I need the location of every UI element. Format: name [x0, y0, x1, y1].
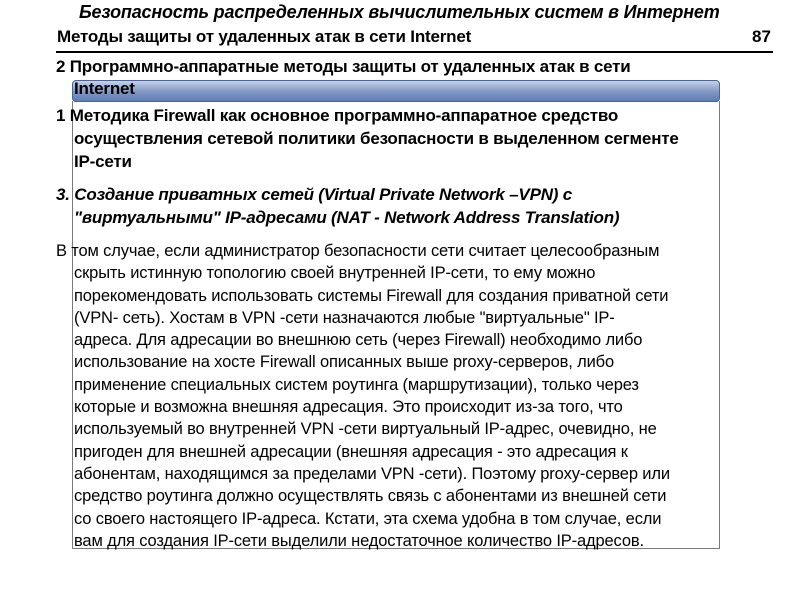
- section-heading-line-2: Internet: [74, 79, 135, 98]
- header-divider: [56, 51, 773, 53]
- body-line: пригоден для внешней адресации (внешняя адресация - это адресация к: [74, 442, 628, 461]
- body-line: которые и возможна внешняя адресация. Это происходит из-за того, что: [74, 398, 623, 417]
- subsection-heading-line-1: 1 Методика Firewall как основное программно-аппаратное средство: [56, 106, 619, 125]
- body-paragraph: [56, 240, 786, 552]
- body-line: средство роутинга должно осуществлять связь с абонентами из внешней сети: [74, 487, 667, 506]
- body-line: используемый во внутренней VPN -сети виртуальный IP-адрес, очевидно, не: [74, 420, 657, 439]
- subsection-heading: [56, 104, 756, 173]
- body-line: В том случае, если администратор безопасности сети считает целесообразным: [56, 242, 660, 260]
- section-heading-line-1: 2 Программно-аппаратные методы защиты от удаленных атак в сети: [56, 57, 631, 76]
- body-line: вам для создания IP-сети выделили недостаточное количество IP-адресов.: [74, 531, 644, 550]
- body-line: абонентам, находящимся за пределами VPN -сети). Поэтому proxy-сервер или: [74, 464, 670, 483]
- subsubsection-heading-line-2: "виртуальными" IP-адресами (NAT - Network Address Translation): [74, 208, 620, 227]
- subsection-heading-line-3: IP-сети: [74, 152, 132, 171]
- body-line: со своего настоящего IP-адреса. Кстати, эта схема удобна в том случае, если: [74, 509, 662, 528]
- body-line: порекомендовать использовать системы Firewall для создания приватной сети: [74, 286, 669, 305]
- body-line: использование на хосте Firewall описанных выше proxy-серверов, либо: [74, 353, 614, 372]
- body-line: (VPN- сеть). Хостам в VPN -сети назначаются любые "виртуальные" IP-: [74, 308, 615, 327]
- body-line: применение специальных систем роутинга (маршрутизации), только через: [74, 375, 639, 394]
- page-number: 87: [752, 27, 771, 46]
- subsubsection-heading: [56, 183, 756, 229]
- subsubsection-heading-line-1: 3. Создание приватных сетей (Virtual Private Network –VPN) с: [56, 185, 573, 204]
- page-subtitle: Методы защиты от удаленных атак в сети Internet: [57, 27, 472, 46]
- body-line: адреса. Для адресации во внешнюю сеть (через Firewall) необходимо либо: [74, 331, 643, 350]
- page-title: Безопасность распределенных вычислительных систем в Интернет: [79, 2, 720, 22]
- section-heading: [56, 56, 736, 100]
- subsection-heading-line-2: осуществления сетевой политики безопасности в выделенном сегменте: [74, 129, 679, 148]
- body-line: скрыть истинную топологию своей внутренней IP-сети, то ему можно: [74, 264, 596, 283]
